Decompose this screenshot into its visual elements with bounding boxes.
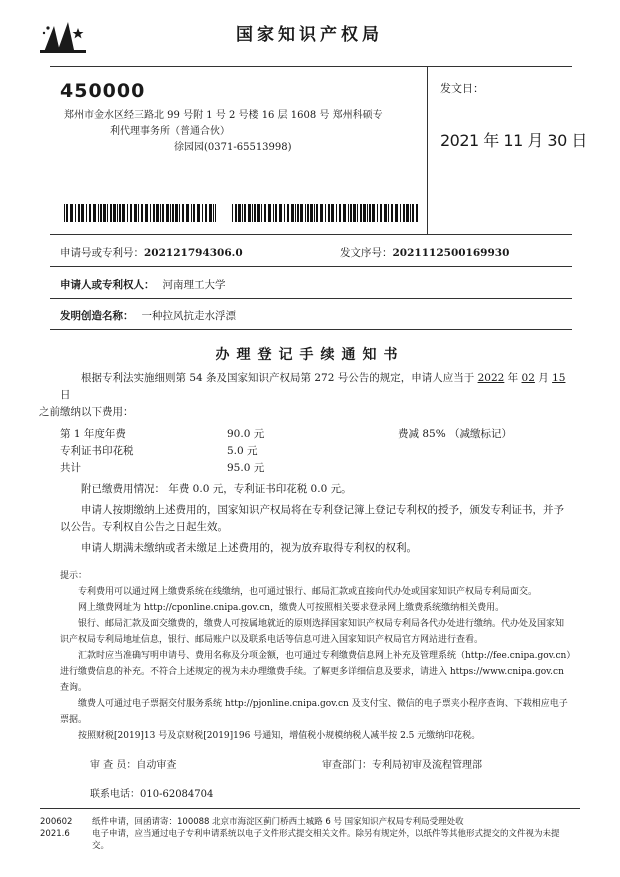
address-line: 郑州市金水区经三路北 99 号附 1 号 2 号楼 16 层 1608 号 郑州科硕专 [64, 110, 383, 121]
postcode: 450000 [60, 80, 146, 102]
form-code: 200602 [40, 817, 73, 827]
tip-item: 专利费用可以通过网上缴费系统在线缴纳，也可通过银行、邮局汇款或直接向代办处或国家知识产权局专利局面交。 [78, 587, 538, 597]
cnipa-logo [38, 20, 90, 54]
phone-label: 联系电话： [90, 789, 140, 800]
tip-item: 汇款时应当准确写明申请号、费用名称及分项金额，也可通过专利缴费信息网上补充及管理系统（http://fee.cnipa.gov.cn）进行缴费信息的补充。不符合上述规定的视为未办理缴费手续。了解更多详细信息及要求，请进入 https://www.cnipa.gov.cn 查询。 [60, 651, 571, 693]
application-number: 202121794306.0 [144, 247, 243, 259]
intro-text: 根据专利法实施细则第 54 条及国家知识产权局第 272 号公告的规定，申请人应当于 [81, 372, 478, 384]
divider [50, 329, 572, 330]
tip-item: 银行、邮局汇款及面交缴费的，缴费人可按属地就近的原则选择国家知识产权局专利局各代办处进行缴纳。代办处及国家知识产权局专利局地址信息，银行、邮局账户以及联系电话等信息可进入国家知识产权局官方网站进行查看。 [60, 619, 565, 645]
form-version: 2021.6 [40, 829, 70, 839]
serial-number: 2021112500169930 [392, 247, 510, 259]
due-year: 2022 [477, 372, 505, 384]
applicant-label: 申请人或专利权人： [60, 279, 155, 291]
due-day: 15 [552, 372, 566, 384]
department-row [322, 756, 482, 771]
year-unit: 年 [504, 372, 522, 384]
examiner-row [90, 756, 176, 771]
divider [40, 808, 580, 809]
tips-heading: 提示： [60, 571, 88, 581]
examiner-value: 自动审查 [136, 760, 177, 771]
address-line: 利代理事务所（普通合伙） [110, 126, 230, 137]
address-contact: 徐园园(0371-65513998) [174, 142, 292, 153]
tips-section [60, 568, 572, 744]
month-unit: 月 [534, 372, 553, 384]
divider [50, 66, 572, 67]
tip-item: 按照财税[2019]13 号及京财税[2019]196 号通知，增值税小规模纳税人减半按 2.5 元缴纳印花税。 [78, 731, 481, 741]
divider [50, 266, 572, 267]
application-number-row [60, 245, 243, 260]
serial-number-row [340, 245, 509, 260]
application-number-label: 申请号或专利号： [60, 247, 144, 259]
barcode [64, 204, 216, 222]
notice-title: 办理登记手续通知书 [215, 347, 405, 363]
fee-name: 第 1 年度年费 [60, 428, 126, 440]
divider [50, 298, 572, 299]
phone-row [90, 785, 213, 800]
divider-vertical [427, 66, 428, 234]
notice-paragraph: 申请人期满未缴纳或者未缴足上述费用的，视为放弃取得专利权的权利。 [81, 542, 417, 554]
invention-label: 发明创造名称： [60, 310, 134, 322]
fee-total-amount: 95.0 元 [227, 462, 265, 474]
notice-intro [39, 370, 572, 421]
fee-discount: 费减 85% （减缴标记） [398, 428, 513, 440]
agency-name: 国家知识产权局 [236, 25, 383, 45]
paid-fees: 附已缴费用情况： 年费 0.0 元，专利证书印花税 0.0 元。 [81, 483, 352, 495]
tip-item: 网上缴费网址为 http://cponline.cnipa.gov.cn，缴费人可按照相关要求登录网上缴费系统缴纳相关费用。 [78, 603, 505, 613]
applicant-row [60, 277, 226, 292]
department-label: 审查部门： [322, 760, 372, 771]
electronic-submission-note: 电子申请，应当通过电子专利申请系统以电子文件形式提交相关文件。除另有规定外，以纸件等其他形式提交的文件视为未提交。 [92, 829, 560, 851]
intro-text: 之前缴纳以下费用： [39, 406, 134, 418]
send-date-value: 2021 年 11 月 30 日 [440, 131, 587, 150]
day-unit: 日 [60, 389, 71, 401]
fee-name: 专利证书印花税 [60, 445, 134, 457]
applicant-name: 河南理工大学 [162, 279, 226, 291]
notice-paragraph: 申请人按期缴纳上述费用的，国家知识产权局将在专利登记簿上登记专利权的授予，颁发专利证书，并予以公告。专利权自公告之日起生效。 [60, 504, 564, 533]
send-date-label: 发文日： [440, 82, 484, 95]
phone-value: 010-62084704 [140, 789, 214, 800]
serial-number-label: 发文序号： [340, 247, 393, 259]
barcode [232, 204, 418, 222]
fee-amount: 90.0 元 [227, 428, 265, 440]
invention-row [60, 308, 236, 323]
invention-title: 一种拉风抗走水浮漂 [141, 310, 236, 322]
mailing-address [64, 108, 414, 156]
divider [50, 234, 572, 235]
due-month: 02 [521, 372, 535, 384]
fee-total-label: 共计 [60, 462, 81, 474]
tip-item: 缴费人可通过电子票据交付服务系统 http://pjonline.cnipa.gov.cn 及支付宝、微信的电子票夹小程序查询、下载相应电子票据。 [60, 699, 568, 725]
paper-submission-note: 纸件申请，回函请寄：100088 北京市海淀区蓟门桥西土城路 6 号 国家知识产权局专利局受理处收 [92, 817, 464, 827]
examiner-label: 审 查 员： [90, 760, 137, 771]
department-value: 专利局初审及流程管理部 [372, 760, 482, 771]
fee-amount: 5.0 元 [227, 445, 258, 457]
